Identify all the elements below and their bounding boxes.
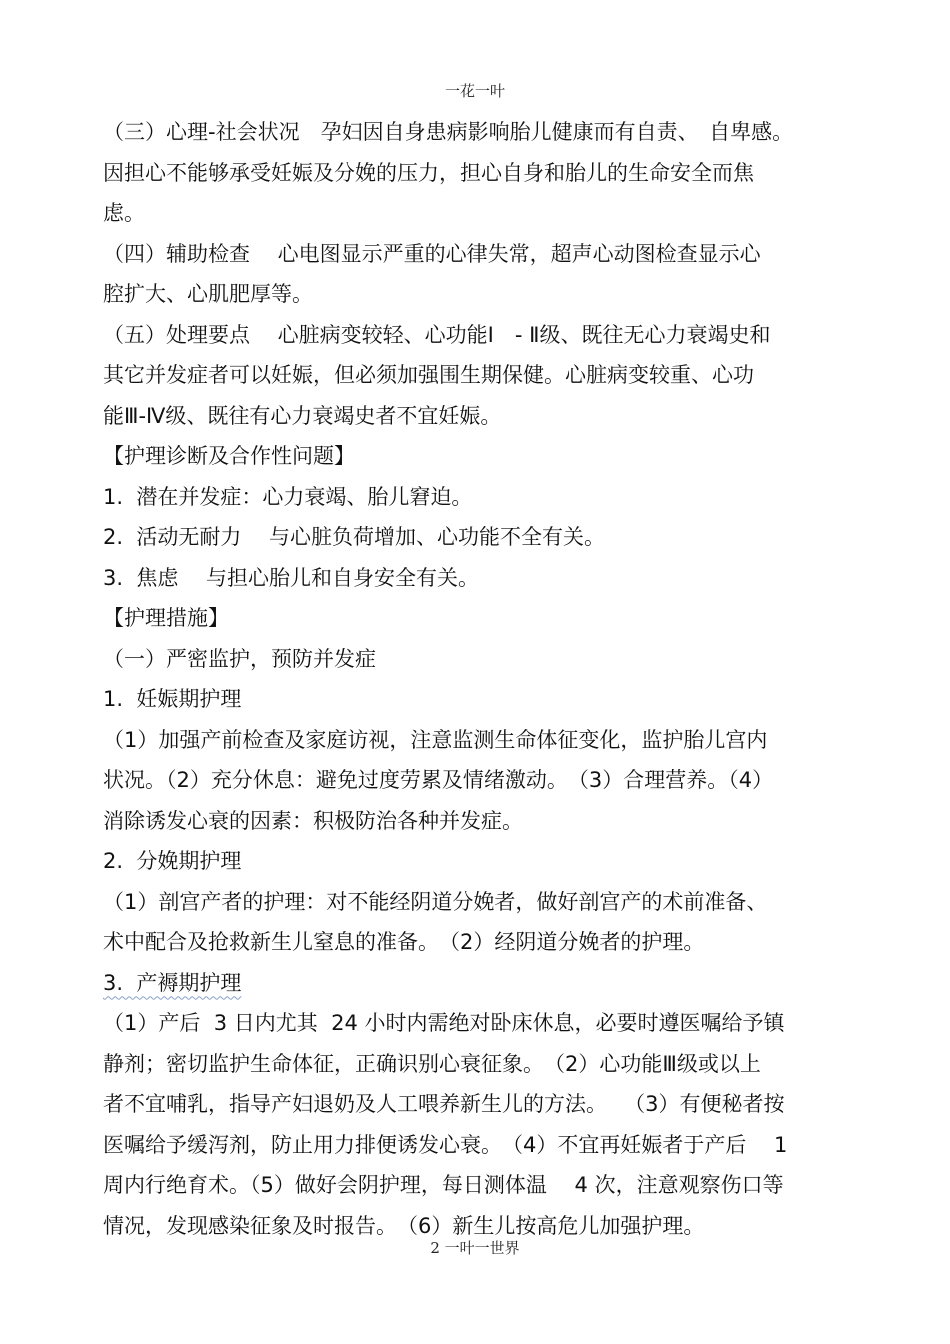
text-line: （1）加强产前检查及家庭访视，注意监测生命体征变化，监护胎儿宫内 [103, 727, 768, 752]
list-item: 3. 焦虑 与担心胎儿和自身安全有关。 [103, 565, 480, 590]
text-line: 静剂；密切监护生命体征，正确识别心衰征象。 （2）心功能Ⅲ级或以上 [103, 1051, 761, 1076]
page-footer: 2 一叶一世界 [430, 1239, 520, 1257]
subsection-heading: （一）严密监护，预防并发症 [103, 646, 376, 671]
text-line: （四）辅助检查 心电图显示严重的心律失常，超声心动图检查显示心 [103, 241, 761, 266]
text-line: （三）心理-社会状况 孕妇因自身患病影响胎儿健康而有自责、 自卑感。 [103, 120, 794, 144]
subsection-heading: 1. 妊娠期护理 [103, 687, 242, 711]
list-item: 1. 潜在并发症：心力衰竭、胎儿窘迫。 [103, 484, 473, 509]
page-header: 一花一叶 [444, 82, 505, 100]
list-item: 2. 活动无耐力 与心脏负荷增加、心功能不全有关。 [103, 525, 606, 549]
text-line: 状况。（2）充分休息：避免过度劳累及情绪激动。 （3）合理营养。（4） [103, 768, 774, 792]
subsection-heading [103, 963, 903, 1004]
text-line: 情况，发现感染征象及时报告。 （6）新生儿按高危儿加强护理。 [103, 1213, 705, 1238]
text-line: 腔扩大、心肌肥厚等。 [103, 282, 313, 306]
text-line: 术中配合及抢救新生儿窒息的准备。 （2）经阴道分娩者的护理。 [103, 930, 705, 954]
section-heading: 【护理措施】 [103, 606, 229, 630]
spellcheck-underlined-text: 3. 产褥期护理 [103, 970, 242, 995]
text-line: 其它并发症者可以妊娠，但必须加强围生期保健。心脏病变较重、心功 [103, 363, 754, 387]
text-line: （1）剖宫产者的护理：对不能经阴道分娩者，做好剖宫产的术前准备、 [103, 889, 768, 914]
text-line: 虑。 [103, 201, 145, 225]
text-line: 因担心不能够承受妊娠及分娩的压力，担心自身和胎儿的生命安全而焦 [103, 160, 754, 185]
text-line: 能Ⅲ-Ⅳ级、既往有心力衰竭史者不宜妊娠。 [103, 403, 502, 428]
text-line: 消除诱发心衰的因素：积极防治各种并发症。 [103, 808, 523, 833]
section-heading: 【护理诊断及合作性问题】 [103, 444, 355, 468]
subsection-heading: 2. 分娩期护理 [103, 849, 242, 873]
text-line: （五）处理要点 心脏病变较轻、心功能Ⅰ - Ⅱ级、既往无心力衰竭史和 [103, 322, 771, 347]
document-body [103, 112, 903, 1246]
text-line: 周内行绝育术。（5）做好会阴护理，每日测体温 4 次，注意观察伤口等 [103, 1173, 784, 1197]
text-line: （1）产后 3 日内尤其 24 小时内需绝对卧床休息，必要时遵医嘱给予镇 [103, 1011, 785, 1035]
text-line: 者不宜哺乳，指导产妇退奶及人工喂养新生儿的方法。 （3）有便秘者按 [103, 1092, 785, 1116]
text-line: 医嘱给予缓泻剂，防止用力排便诱发心衰。 （4）不宜再妊娠者于产后 1 [103, 1132, 788, 1157]
